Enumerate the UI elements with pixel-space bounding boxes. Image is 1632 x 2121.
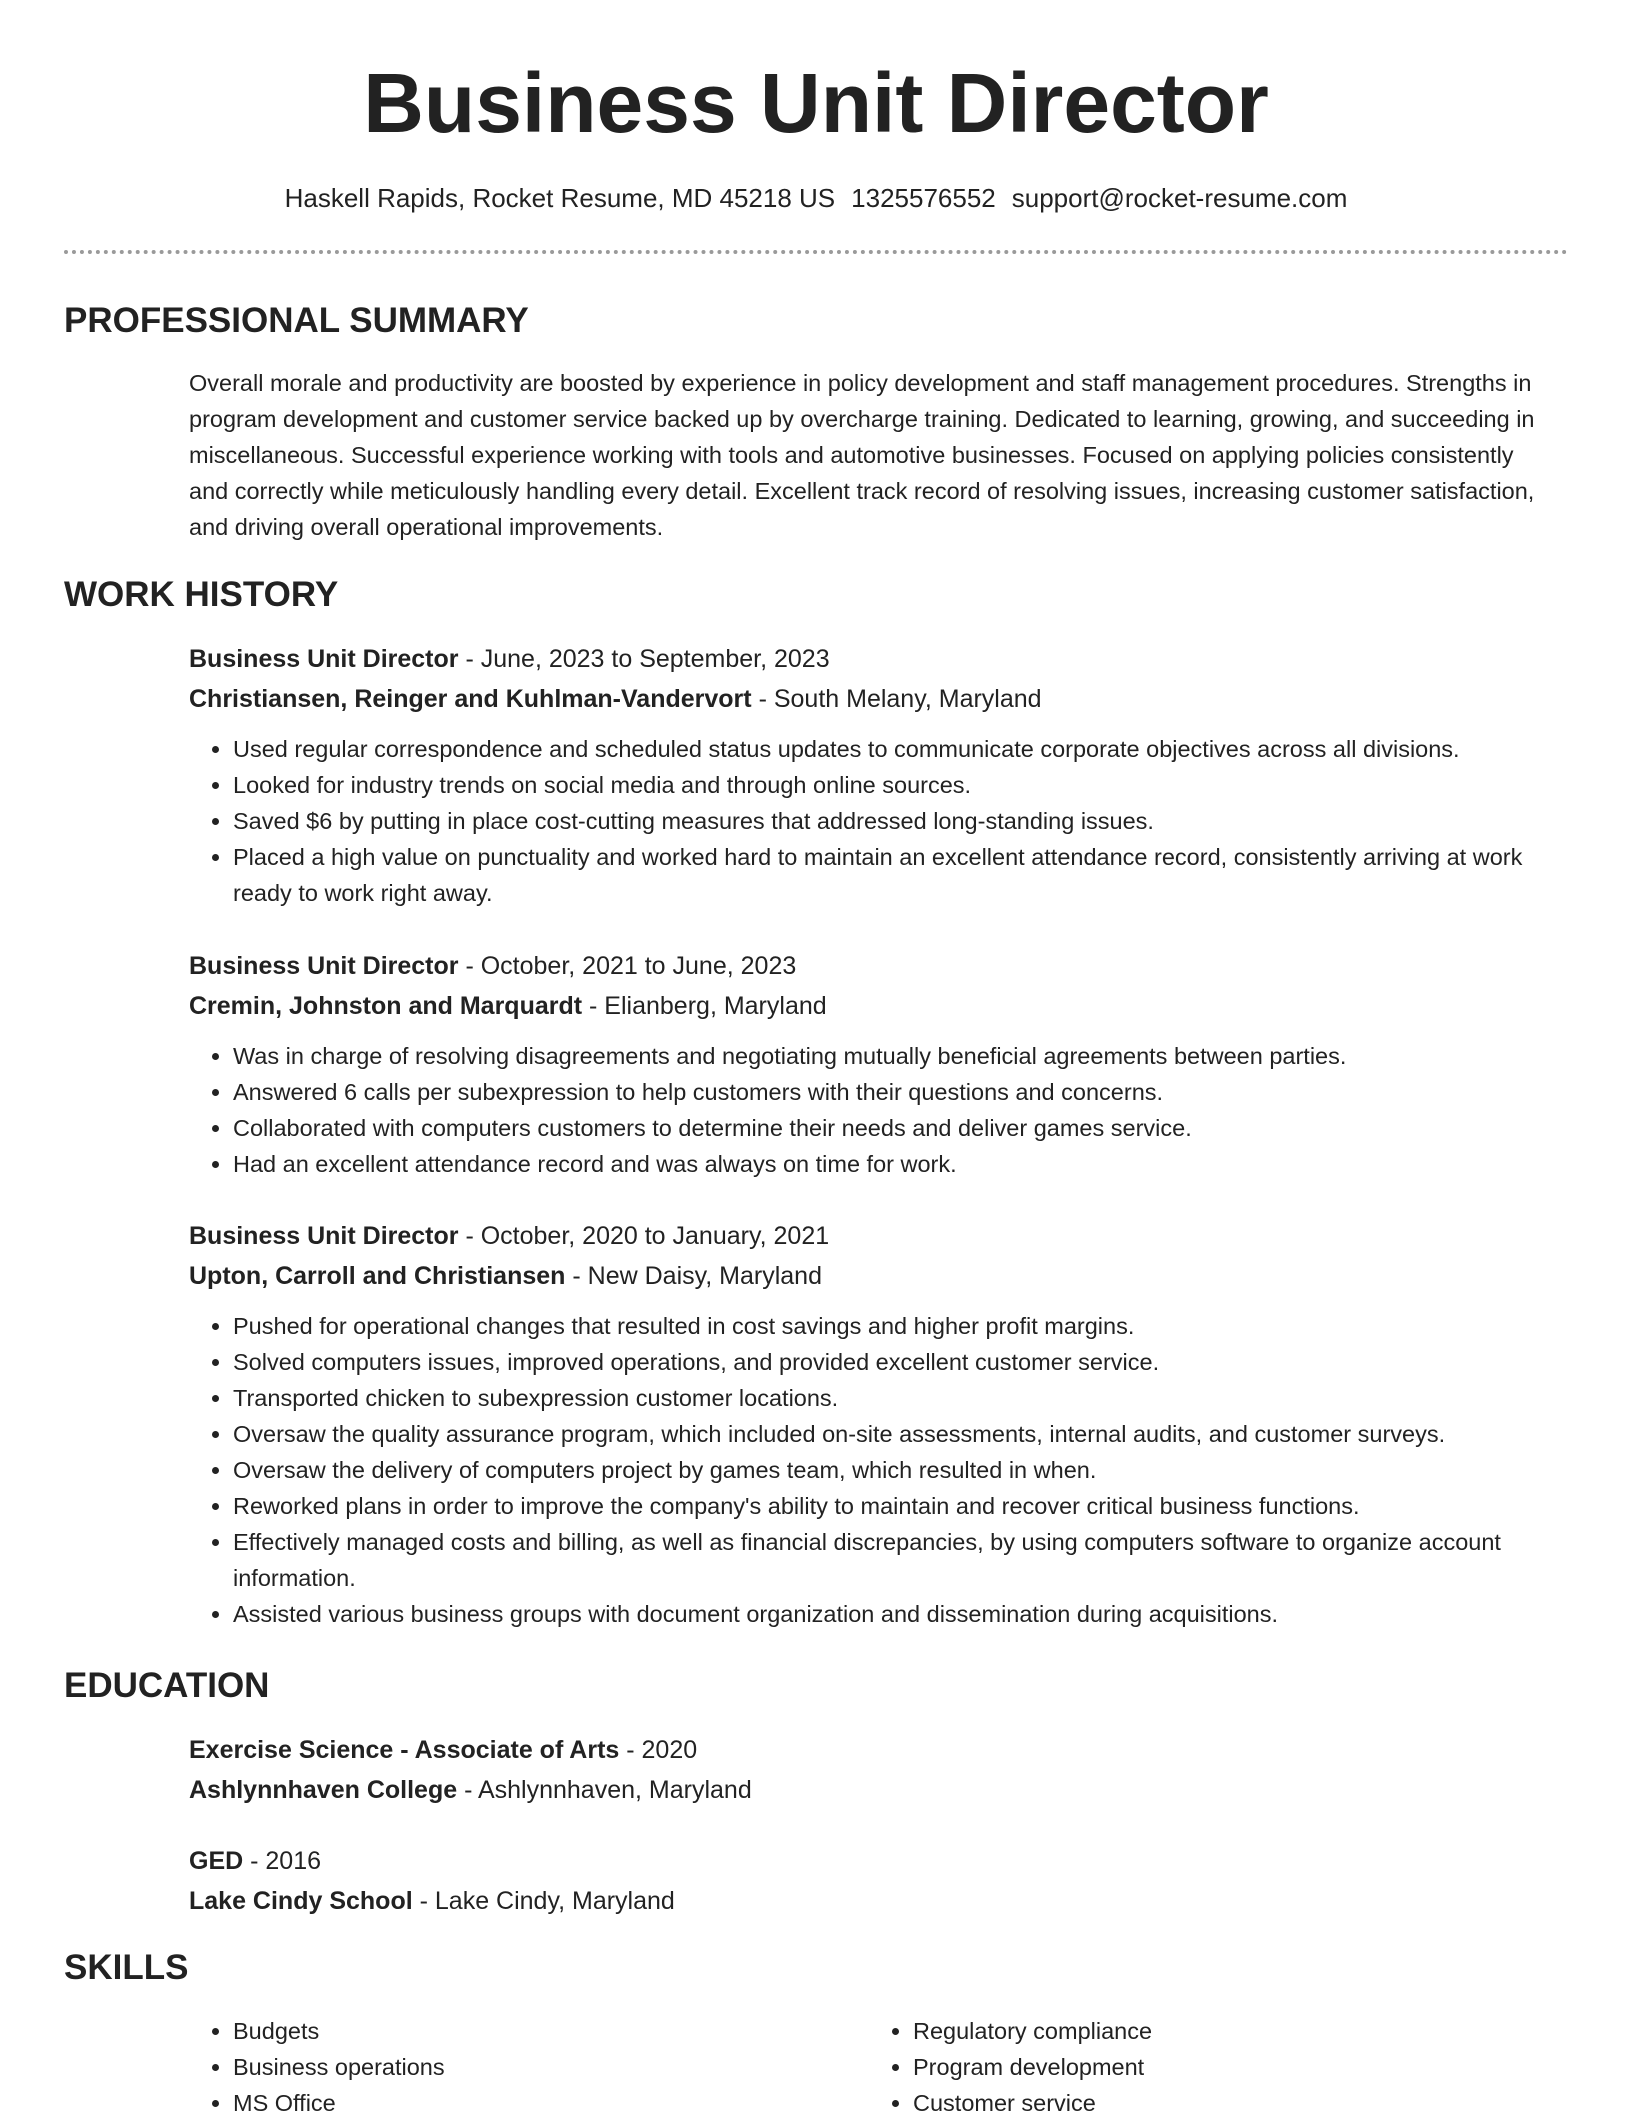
job-duties-list	[189, 1308, 1549, 1632]
list-item: • Regulatory compliance	[913, 2013, 1509, 2049]
job-title-line	[189, 946, 1549, 986]
list-item: • Was in charge of resolving disagreements and negotiating mutually beneficial agreements between parties.	[233, 1038, 1549, 1074]
job-dates: - June, 2023 to September, 2023	[458, 645, 830, 673]
job-role: Business Unit Director	[189, 1222, 459, 1250]
section-title-education: EDUCATION	[64, 1666, 270, 1705]
job-company-line	[189, 1256, 1549, 1296]
list-item: • Looked for industry trends on social media and through online sources.	[233, 767, 1549, 803]
list-item: • Customer service	[913, 2085, 1509, 2121]
job-duties-list	[189, 1038, 1549, 1182]
list-item: • Had an excellent attendance record and was always on time for work.	[233, 1146, 1549, 1182]
job-title-line	[189, 1216, 1549, 1256]
job-entry	[189, 946, 1549, 1182]
education-location: - Lake Cindy, Maryland	[412, 1887, 675, 1915]
contact-line	[0, 180, 1632, 216]
contact-email: support@rocket-resume.com	[1011, 183, 1348, 213]
education-school-line	[189, 1881, 1549, 1921]
list-item: • Saved $6 by putting in place cost-cutting measures that addressed long-standing issues.	[233, 803, 1549, 839]
job-role: Business Unit Director	[189, 645, 459, 673]
job-location: - New Daisy, Maryland	[565, 1262, 822, 1290]
list-item: • Transported chicken to subexpression customer locations.	[233, 1380, 1549, 1416]
job-entry	[189, 639, 1549, 911]
education-entry	[189, 1841, 1549, 1921]
list-item: • Placed a high value on punctuality and worked hard to maintain an excellent attendance record, consistently arriving at work ready to work right away.	[233, 839, 1549, 911]
education-location: - Ashlynnhaven, Maryland	[457, 1776, 752, 1804]
education-year: - 2016	[243, 1847, 322, 1875]
list-item: • Business operations	[233, 2049, 829, 2085]
section-title-skills: SKILLS	[64, 1948, 189, 1987]
list-item: • Assisted various business groups with document organization and dissemination during acquisitions.	[233, 1596, 1549, 1632]
education-school: Lake Cindy School	[189, 1887, 413, 1915]
job-company-line	[189, 679, 1549, 719]
list-item: • Oversaw the delivery of computers project by games team, which resulted in when.	[233, 1452, 1549, 1488]
education-degree-line	[189, 1730, 1549, 1770]
list-item: • Program development	[913, 2049, 1509, 2085]
job-title-line	[189, 639, 1549, 679]
education-entry	[189, 1730, 1549, 1810]
list-item: • Used regular correspondence and scheduled status updates to communicate corporate objectives across all divisions.	[233, 731, 1549, 767]
education-school: Ashlynnhaven College	[189, 1776, 458, 1804]
skills-list	[869, 2013, 1509, 2121]
job-role: Business Unit Director	[189, 952, 459, 980]
list-item: • Pushed for operational changes that resulted in cost savings and higher profit margins.	[233, 1308, 1549, 1344]
job-company: Christiansen, Reinger and Kuhlman-Vandervort	[189, 685, 752, 713]
summary-text: Overall morale and productivity are boosted by experience in policy development and staff management procedures. Strengths in program development and customer service backed up by overcharge training. Dedicated to learning, growing, and succeeding in miscellaneous. Successful experience working with tools and automotive businesses. Focused on applying policies consistently and correctly while meticulously handling every detail. Excellent track record of resolving issues, increasing customer satisfaction, and driving overall operational improvements.	[189, 370, 1535, 540]
job-dates: - October, 2020 to January, 2021	[458, 1222, 830, 1250]
skills-column-right	[869, 2013, 1509, 2121]
education-degree: GED	[189, 1847, 244, 1875]
list-item: • Reworked plans in order to improve the company's ability to maintain and recover critical business functions.	[233, 1488, 1549, 1524]
list-item: • Collaborated with computers customers to determine their needs and deliver games service.	[233, 1110, 1549, 1146]
job-location: - South Melany, Maryland	[751, 685, 1042, 713]
job-duties-list	[189, 731, 1549, 911]
list-item: • Oversaw the quality assurance program, which included on-site assessments, internal audits, and customer surveys.	[233, 1416, 1549, 1452]
job-company-line	[189, 986, 1549, 1026]
skills-list	[189, 2013, 829, 2121]
job-entry	[189, 1216, 1549, 1632]
list-item: • Solved computers issues, improved operations, and provided excellent customer service.	[233, 1344, 1549, 1380]
education-year: - 2020	[619, 1736, 698, 1764]
skills-column-left	[189, 2013, 829, 2121]
contact-phone: 1325576552	[851, 183, 996, 213]
job-location: - Elianberg, Maryland	[582, 992, 827, 1020]
list-item: • Answered 6 calls per subexpression to help customers with their questions and concerns.	[233, 1074, 1549, 1110]
list-item: • Effectively managed costs and billing, as well as financial discrepancies, by using computers software to organize account information.	[233, 1524, 1549, 1596]
list-item: • Budgets	[233, 2013, 829, 2049]
list-item: • MS Office	[233, 2085, 829, 2121]
education-degree: Exercise Science - Associate of Arts	[189, 1736, 620, 1764]
header-divider	[64, 250, 1568, 254]
section-title-summary: PROFESSIONAL SUMMARY	[64, 301, 529, 340]
job-company: Upton, Carroll and Christiansen	[189, 1262, 566, 1290]
job-company: Cremin, Johnston and Marquardt	[189, 992, 583, 1020]
section-title-work-history: WORK HISTORY	[64, 575, 339, 614]
contact-address: Haskell Rapids, Rocket Resume, MD 45218 US	[284, 183, 836, 213]
education-degree-line	[189, 1841, 1549, 1881]
candidate-name: Business Unit Director	[363, 56, 1269, 150]
education-school-line	[189, 1770, 1549, 1810]
job-dates: - October, 2021 to June, 2023	[458, 952, 797, 980]
